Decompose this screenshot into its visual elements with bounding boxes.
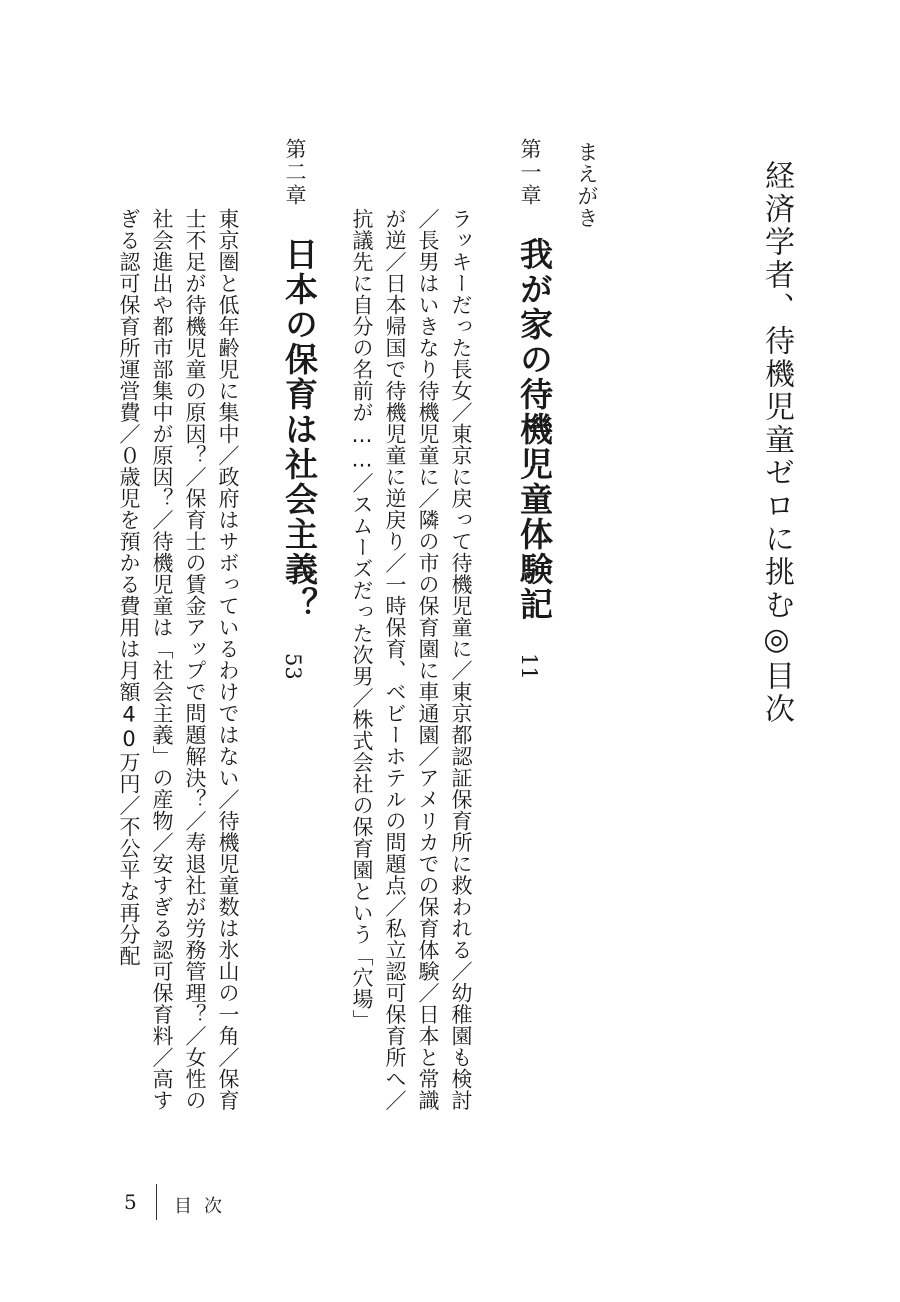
preface-entry[interactable]: まえがき [575, 141, 599, 229]
chapter-1-label: 第一章 [518, 138, 542, 207]
folio-divider [156, 1184, 157, 1220]
book-title: 経済学者、待機児童ゼロに挑む◎目次 [759, 160, 794, 726]
chapter-2-section-list: 東京圏と低年齢児に集中／政府はサボっているわけではない／待機児童数は氷山の一角／保育 士不足が待機児童の原因？／保育士の賃金アップで問題解決？／寿退社が労務管理？／女性の 社会進出や都市部集中が原因？／待機児童は「社会主義」の産物／安すぎる認可保育料／高す ぎる認可保育所運営費／０歳児を預かる費用は月額40万円／不公平な再分配 [117, 208, 240, 1111]
chapter-1-title[interactable]: 我が家の待機児童体験記 [515, 237, 554, 622]
chapter-1-section-list: ラッキーだった長女／東京に戻って待機児童に／東京都認証保育所に救われる／幼稚園も検討 ／長男はいきなり待機児童に／隣の市の保育園に車通園／アメリカでの保育体験／日本と常識 が逆／日本帰国で待機児童に逆戻り／一時保育、ベビーホテルの問題点／私立認可保育所へ／ 抗議先に自分の名前が……／スムーズだった次男／株式会社の保育園という「穴場」 [350, 208, 473, 1111]
chapter-2-page-number: 53 [281, 653, 305, 680]
running-head: 目次 [174, 1196, 234, 1217]
chapter-2-label: 第二章 [283, 138, 307, 207]
chapter-1-page-number: 11 [517, 653, 541, 680]
folio-number: 5 [124, 1190, 137, 1214]
chapter-2-title[interactable]: 日本の保育は社会主義？ [280, 237, 319, 622]
